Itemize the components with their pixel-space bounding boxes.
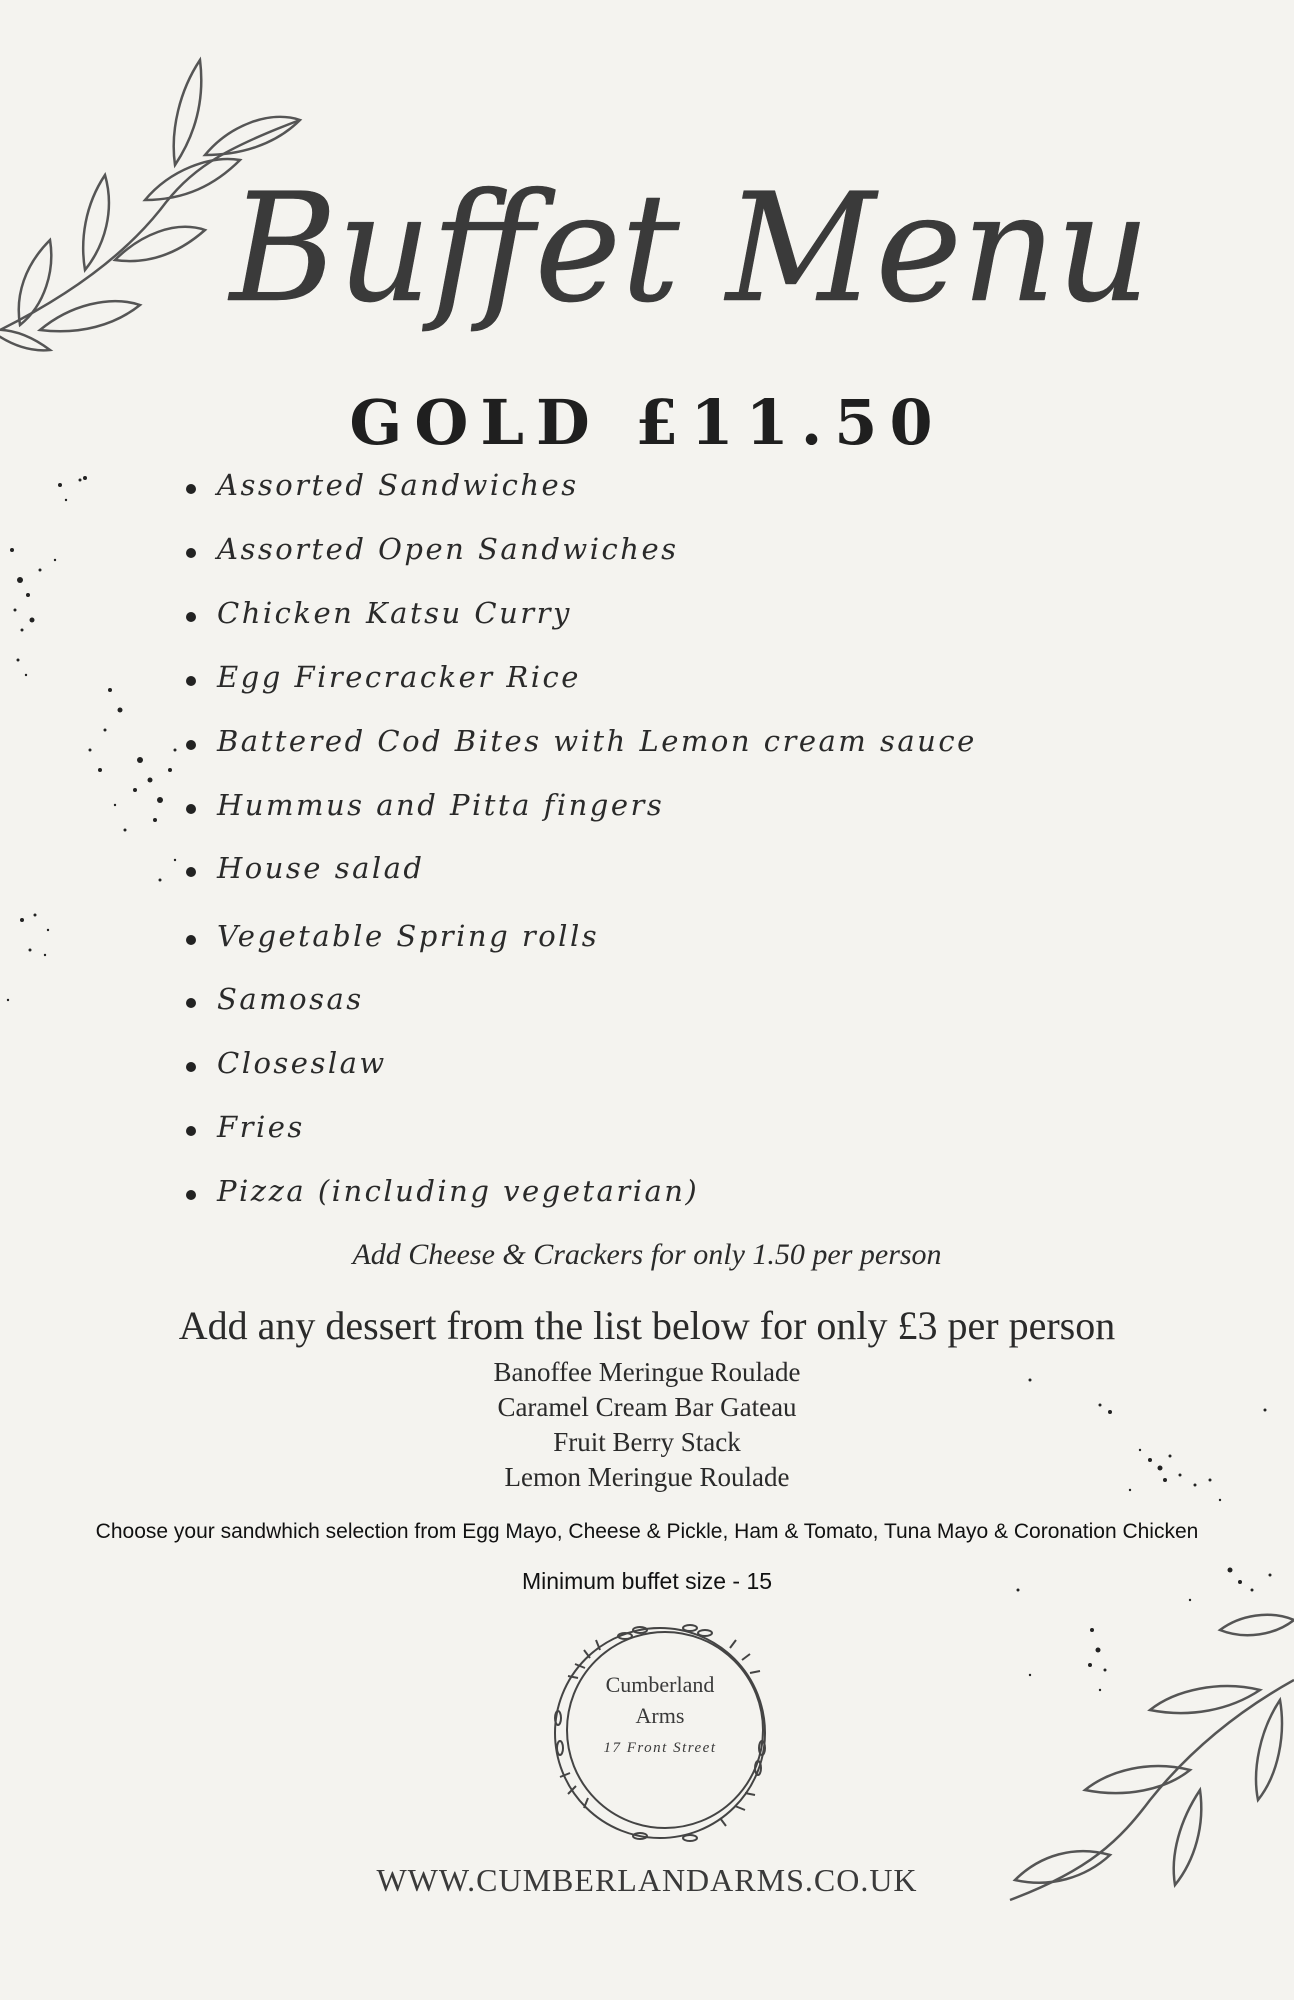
splatter-left-icon <box>0 460 200 1020</box>
bullet-icon <box>186 1062 196 1072</box>
package-heading: GOLD £11.50 <box>349 386 945 459</box>
minimum-size: Minimum buffet size - 15 <box>521 1568 773 1594</box>
bullet-icon <box>186 612 196 622</box>
wreath-icon <box>530 1608 790 1858</box>
bullet-icon <box>186 804 196 814</box>
dessert-item: Banoffee Meringue Roulade <box>493 1357 801 1387</box>
dessert-item: Lemon Meringue Roulade <box>504 1462 790 1492</box>
logo-address: 17 Front Street <box>603 1740 717 1756</box>
bullet-icon <box>186 548 196 558</box>
website-url: WWW.CUMBERLANDARMS.CO.UK <box>376 1862 918 1898</box>
logo-name-line1: Cumberland <box>605 1672 715 1697</box>
bullet-icon <box>186 935 196 945</box>
cumberland-arms-logo <box>530 1608 790 1858</box>
dessert-heading: Add any dessert from the list below for only £3 per person <box>178 1303 1116 1348</box>
cheese-offer: Add Cheese & Crackers for only 1.50 per person <box>352 1238 942 1271</box>
bullet-icon <box>186 1190 196 1200</box>
bullet-icon <box>186 998 196 1008</box>
dessert-item: Caramel Cream Bar Gateau <box>497 1392 797 1422</box>
bullet-icon <box>186 484 196 494</box>
logo-name-line2: Arms <box>635 1703 685 1728</box>
script-title <box>200 110 1200 370</box>
bullet-icon <box>186 676 196 686</box>
sandwich-note: Choose your sandwhich selection from Egg Mayo, Cheese & Pickle, Ham & Tomato, Tuna Mayo & Coronation Chicken <box>95 1520 1199 1543</box>
bullet-icon <box>186 1126 196 1136</box>
bullet-icon <box>186 740 196 750</box>
dessert-item: Fruit Berry Stack <box>553 1427 741 1457</box>
bullet-icon <box>186 867 196 877</box>
script-title-text: Buffet Menu <box>227 162 1150 336</box>
